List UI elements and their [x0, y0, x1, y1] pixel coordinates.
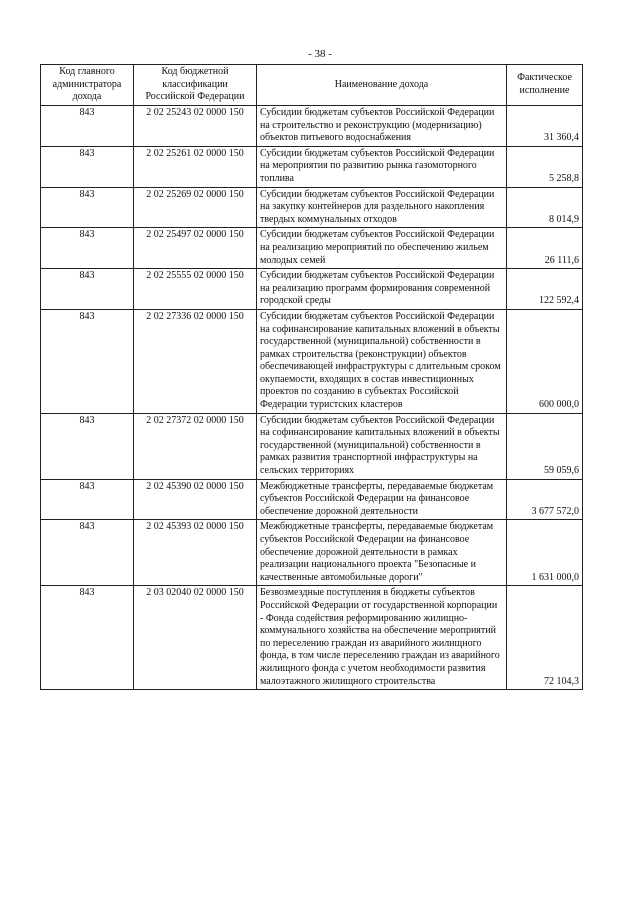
table-row: [41, 106, 583, 147]
admin-code-cell: 843: [41, 228, 134, 269]
amount-cell: 59 059,6: [507, 413, 583, 479]
income-name-cell: Субсидии бюджетам субъектов Российской Федерации на реализацию мероприятий по обеспечению жильем молодых семей: [257, 228, 507, 269]
budget-code-cell: 2 03 02040 02 0000 150: [134, 586, 257, 690]
table-row: [41, 228, 583, 269]
admin-code-cell: 843: [41, 309, 134, 413]
page-number: - 38 -: [308, 48, 332, 60]
table-row: [41, 479, 583, 520]
header-budget-code: Код бюджетной классификации Российской Федерации: [134, 65, 257, 106]
budget-code-cell: 2 02 45390 02 0000 150: [134, 479, 257, 520]
budget-code-cell: 2 02 25243 02 0000 150: [134, 106, 257, 147]
admin-code-cell: 843: [41, 106, 134, 147]
income-name-cell: Межбюджетные трансферты, передаваемые бюджетам субъектов Российской Федерации на финансовое обеспечение дорожной деятельности в рамках реализации национального проекта "Безопасные и качественные автомобильные дороги": [257, 520, 507, 586]
income-name-cell: Субсидии бюджетам субъектов Российской Федерации на реализацию программ формирования современной городской среды: [257, 269, 507, 310]
table-row: [41, 146, 583, 187]
budget-code-cell: 2 02 25269 02 0000 150: [134, 187, 257, 228]
admin-code-cell: 843: [41, 269, 134, 310]
header-income-name: Наименование дохода: [257, 65, 507, 106]
income-name-cell: Субсидии бюджетам субъектов Российской Федерации на софинансирование капитальных вложений в объекты государственной (муниципальной) собственности в рамках развития транспортной инфраструктуры на сельских территориях: [257, 413, 507, 479]
table-header-row: [41, 65, 583, 106]
table-row: [41, 309, 583, 413]
income-name-cell: Субсидии бюджетам субъектов Российской Федерации на софинансирование капитальных вложений в объекты государственной (муниципальной) собственности в рамках строительства (реконструкции) объектов обеспечивающей инфраструктуры с длительным сроком окупаемости, входящих в состав инвестиционных проектов по созданию в субъектах Российской Федерации туристских кластеров: [257, 309, 507, 413]
admin-code-cell: 843: [41, 586, 134, 690]
amount-cell: 26 111,6: [507, 228, 583, 269]
budget-code-cell: 2 02 27372 02 0000 150: [134, 413, 257, 479]
income-name-cell: Безвозмездные поступления в бюджеты субъектов Российской Федерации от государственной корпорации - Фонда содействия реформированию жилищно-коммунального хозяйства на обеспечение мероприятий по переселению граждан из аварийного жилищного фонда, в том числе переселению граждан из аварийного жилищного фонда с учетом необходимости развития малоэтажного жилищного строительства: [257, 586, 507, 690]
revenue-table: [40, 64, 583, 690]
amount-cell: 3 677 572,0: [507, 479, 583, 520]
budget-code-cell: 2 02 25497 02 0000 150: [134, 228, 257, 269]
table-row: [41, 413, 583, 479]
admin-code-cell: 843: [41, 187, 134, 228]
amount-cell: 600 000,0: [507, 309, 583, 413]
budget-code-cell: 2 02 27336 02 0000 150: [134, 309, 257, 413]
table-row: [41, 269, 583, 310]
budget-code-cell: 2 02 25261 02 0000 150: [134, 146, 257, 187]
table-row: [41, 586, 583, 690]
admin-code-cell: 843: [41, 479, 134, 520]
amount-cell: 72 104,3: [507, 586, 583, 690]
income-name-cell: Субсидии бюджетам субъектов Российской Федерации на строительство и реконструкцию (модернизацию) объектов питьевого водоснабжения: [257, 106, 507, 147]
amount-cell: 8 014,9: [507, 187, 583, 228]
admin-code-cell: 843: [41, 413, 134, 479]
income-name-cell: Субсидии бюджетам субъектов Российской Федерации на закупку контейнеров для раздельного накопления твердых коммунальных отходов: [257, 187, 507, 228]
income-name-cell: Субсидии бюджетам субъектов Российской Федерации на мероприятия по развитию рынка газомоторного топлива: [257, 146, 507, 187]
income-name-cell: Межбюджетные трансферты, передаваемые бюджетам субъектов Российской Федерации на финансовое обеспечение дорожной деятельности: [257, 479, 507, 520]
table-row: [41, 520, 583, 586]
amount-cell: 122 592,4: [507, 269, 583, 310]
header-admin-code: Код главного администратора дохода: [41, 65, 134, 106]
header-actual-execution: Фактическое исполнение: [507, 65, 583, 106]
budget-code-cell: 2 02 25555 02 0000 150: [134, 269, 257, 310]
amount-cell: 1 631 000,0: [507, 520, 583, 586]
admin-code-cell: 843: [41, 520, 134, 586]
amount-cell: 31 360,4: [507, 106, 583, 147]
budget-code-cell: 2 02 45393 02 0000 150: [134, 520, 257, 586]
amount-cell: 5 258,8: [507, 146, 583, 187]
table-row: [41, 187, 583, 228]
admin-code-cell: 843: [41, 146, 134, 187]
